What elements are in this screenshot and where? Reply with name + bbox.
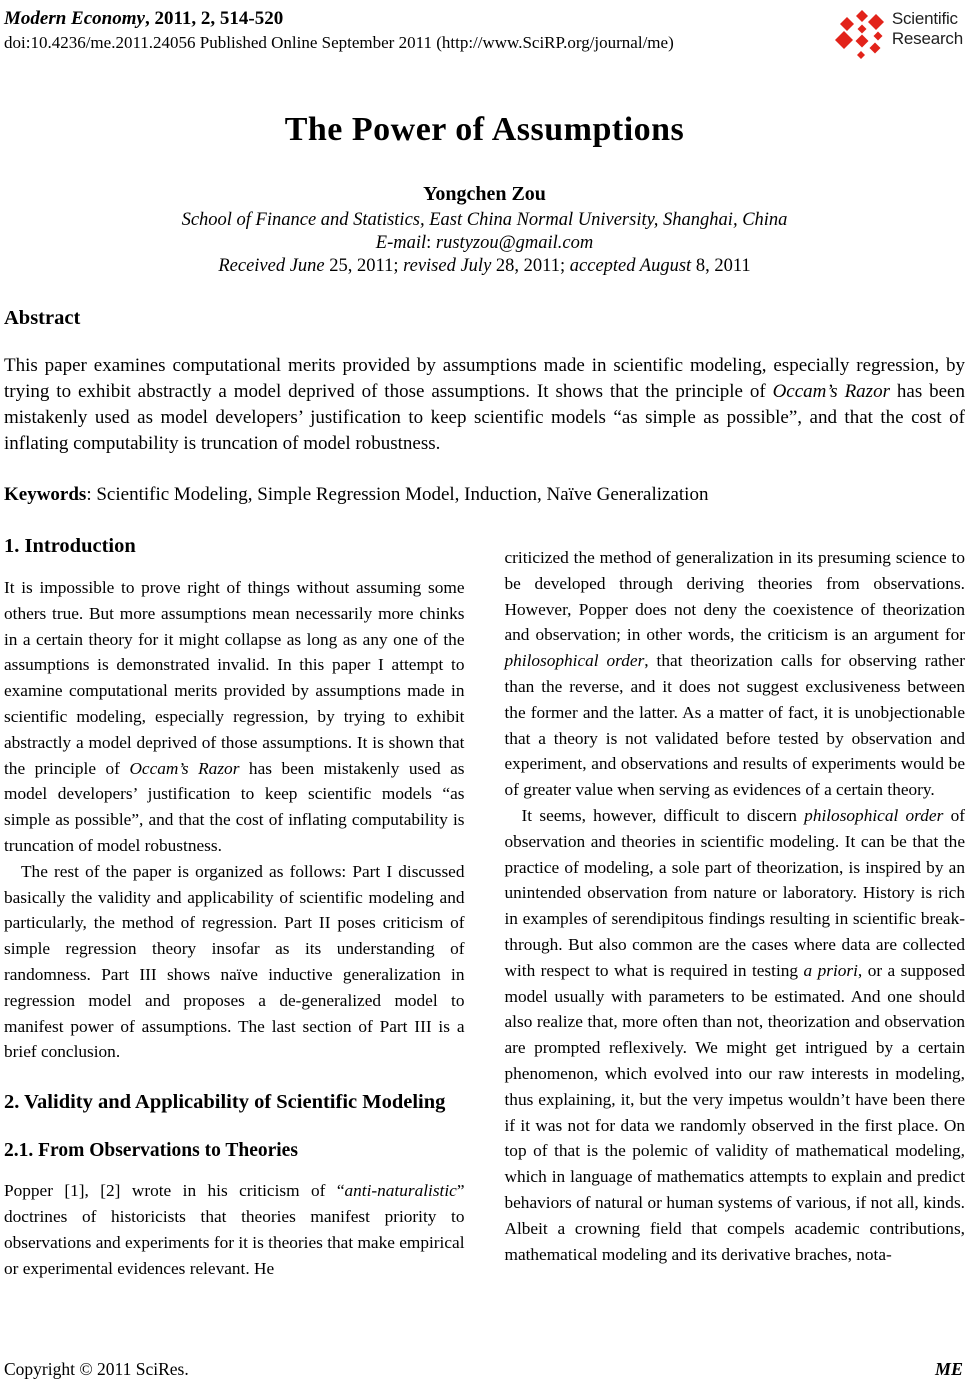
section-1-heading: 1. Introduction <box>4 535 136 557</box>
right-column <box>505 533 966 1281</box>
email-line: E-mail: rustyzou@gmail.com <box>375 233 594 253</box>
right-paragraph-2: It seems, however, difficult to discern philosophical order of observation and theories in scientific modeling. It can be that the practice of modeling, a sole part of theorization, is inspired by an unintended observation from nature or laboratory. History is rich in examples of serendipitous findings resulting in scientific break-through. But also common are the cases where data are collected with respect to what is required in testing a priori, or a supposed model usually with parameters to be estimated. And one should also realize that, more often than not, theorization and observation are prompted reflexively. We might get intrigued by a certain phenomenon, which evolved into our raw interests in modeling, thus explaining, it, but the very impetus wouldn’t have been there if it was not for data we randomly observed in the first place. On top of that is the polemic of validity of mathematical modeling, which in language of mathematics attempts to explain and predict behaviors of natural or human systems of various, if not all, kinds. Albeit a crowning field that compels academic contributions, mathematical modeling and its derivative braches, nota- <box>504 805 966 1264</box>
byline-block <box>4 183 965 278</box>
journal-citation: Modern Economy, 2011, 2, 514-520 <box>4 8 284 29</box>
paper-title: The Power of Assumptions <box>284 111 685 148</box>
abstract-heading: Abstract <box>4 307 81 329</box>
intro-paragraph-1: It is impossible to prove right of things without assuming some others true. But more assumptions mean necessarily more chinks in a certain theory for it might collapse as long as any one of the assumptions is demonstrated invalid. In this paper I attempt to examine computational merits provided by assumptions made in scientific modeling, especially regression, by trying to exhibit abstractly a model deprived of those assumptions. It is shown that the principle of Occam’s Razor has been mistakenly used as model developers’ justification to keep scientific models “as simple as possible”, and that the cost of inflating computability is truncation of model robustness. <box>4 578 465 855</box>
right-paragraph-1: criticized the method of generalization in its presuming science to be developed through deriving theories from observations. However, Popper does not deny the coexistence of theorization and observation; in other words, the criticism is an argument for philosophical order, that theorization calls for observing rather than the reverse, and it does not suggest exclusiveness between the former and the latter. As a matter of fact, it is unobjectionable that a theory is not validated before tested by observation and experiment, and observations and results of experiments would be of greater value when serving as evidences of a certain theory. <box>504 548 965 800</box>
publisher-logo <box>833 9 963 61</box>
publisher-name-line1: Scientific <box>891 9 958 28</box>
received-line: Received June 25, 2011; revised July 28, 2011; accepted August 8, 2011 <box>218 256 751 276</box>
two-column-body <box>4 533 965 1281</box>
author-name: Yongchen Zou <box>423 183 546 205</box>
doi-line: doi:10.4236/me.2011.24056 Published Online September 2011 (http://www.SciRP.org/journal/me) <box>4 33 674 52</box>
journal-abbreviation: ME <box>934 1359 963 1379</box>
abstract-text: This paper examines computational merits provided by assumptions made in scientific modeling, especially regression, by trying to exhibit abstractly a model deprived of those assumptions. It shows that the principle of Occam’s Razor has been mistakenly used as model developers’ justification to keep scientific models “as simple as possible”, and that the cost of inflating computability is truncation of model robustness. <box>4 355 965 454</box>
journal-header-block <box>4 7 674 53</box>
keywords-line: Keywords: Scientific Modeling, Simple Regression Model, Induction, Naïve Generalization <box>4 484 709 505</box>
publisher-name-line2: Research <box>891 28 963 48</box>
section-2-1-heading: 2.1. From Observations to Theories <box>4 1140 298 1162</box>
section-2-heading: 2. Validity and Applicability of Scientific Modeling <box>4 1091 446 1114</box>
left-column <box>4 533 465 1281</box>
copyright-notice: Copyright © 2011 SciRes. <box>4 1359 189 1379</box>
intro-paragraph-2: The rest of the paper is organized as follows: Part I discussed basically the validity and applicability of scientific modeling and particularly, the method of regression. Part II poses criticism of simple regression theory insofar as its understanding of randomness. Part III shows naïve inductive generalization in regression model and proposes a de-generalized model to manifest power of assumptions. The last section of Part III is a brief conclusion. <box>4 861 465 1062</box>
masthead <box>4 7 965 61</box>
section-2-1-paragraph: Popper [1], [2] wrote in his criticism of “anti-naturalistic” doctrines of historicists that theories manifest priority to observations and experiments for it is theories that make empirical or experimental evidences relevant. He <box>4 1181 465 1278</box>
page-footer <box>4 1359 963 1380</box>
scirp-diamonds-icon <box>833 9 887 61</box>
affiliation: School of Finance and Statistics, East China Normal University, Shanghai, China <box>181 210 788 230</box>
publisher-name <box>892 9 963 48</box>
